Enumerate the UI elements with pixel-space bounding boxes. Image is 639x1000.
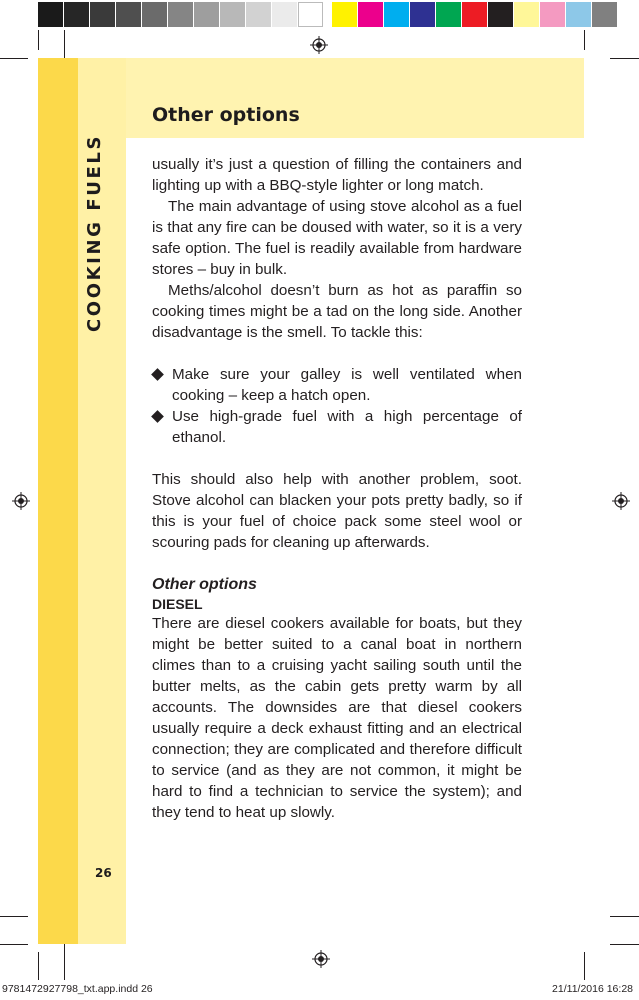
crop-mark xyxy=(584,30,585,50)
color-swatch xyxy=(592,2,617,27)
color-swatch xyxy=(566,2,591,27)
crop-mark xyxy=(0,58,28,59)
registration-mark-icon xyxy=(612,492,630,510)
paragraph: Meths/alcohol doesn’t burn as hot as paraffin so cooking times might be a tad on the long side. Another disadvantage is the smell. To tackle this: xyxy=(152,282,522,341)
gray-swatch xyxy=(64,2,89,27)
gray-swatch xyxy=(168,2,193,27)
paragraph: usually it’s just a question of filling the containers and lighting up with a BBQ-style lighter or long match. xyxy=(152,156,522,194)
diamond-bullet-icon xyxy=(151,368,164,381)
registration-mark-icon xyxy=(12,492,30,510)
list-item xyxy=(152,406,522,448)
list-item-text: Use high-grade fuel with a high percentage of ethanol. xyxy=(172,408,522,446)
bullet-list xyxy=(152,364,522,448)
gray-swatch xyxy=(298,2,323,27)
color-swatch xyxy=(332,2,357,27)
crop-mark xyxy=(610,916,639,917)
gray-swatch xyxy=(116,2,141,27)
color-swatch xyxy=(514,2,539,27)
color-calibration-bar xyxy=(38,2,618,27)
crop-mark xyxy=(38,952,39,980)
section-subheading: DIESEL xyxy=(152,596,203,612)
crop-mark xyxy=(584,952,585,980)
gray-swatch xyxy=(246,2,271,27)
crop-mark xyxy=(610,58,639,59)
gray-swatch xyxy=(38,2,63,27)
header-band xyxy=(126,58,584,138)
registration-mark-icon xyxy=(312,950,330,968)
diamond-bullet-icon xyxy=(151,410,164,423)
color-swatch xyxy=(410,2,435,27)
paragraph: The main advantage of using stove alcohol as a fuel is that any fire can be doused with water, so it is a very safe option. The fuel is readily available from hardware stores – buy in bulk. xyxy=(152,198,522,278)
paragraph: This should also help with another problem, soot. Stove alcohol can blacken your pots pretty badly, so if this is your fuel of choice pack some steel wool or scouring pads for cleaning up afterwards. xyxy=(152,471,522,551)
gray-swatch xyxy=(272,2,297,27)
gray-swatch xyxy=(194,2,219,27)
color-swatch xyxy=(540,2,565,27)
footer-timestamp: 21/11/2016 16:28 xyxy=(552,983,633,995)
body-text xyxy=(152,154,522,823)
list-item-text: Make sure your galley is well ventilated when cooking – keep a hatch open. xyxy=(172,366,522,404)
crop-mark xyxy=(64,944,65,980)
crop-mark xyxy=(38,30,39,50)
color-swatch xyxy=(384,2,409,27)
registration-mark-icon xyxy=(310,36,328,54)
crop-mark xyxy=(0,916,28,917)
gray-swatch xyxy=(142,2,167,27)
footer-filename: 9781472927798_txt.app.indd 26 xyxy=(2,983,153,995)
gray-swatch xyxy=(220,2,245,27)
color-swatch xyxy=(488,2,513,27)
chapter-side-label: COOKING FUELS xyxy=(84,133,105,332)
gray-swatch xyxy=(90,2,115,27)
color-swatch xyxy=(436,2,461,27)
color-swatch xyxy=(358,2,383,27)
crop-mark xyxy=(64,30,65,58)
page-number: 26 xyxy=(95,866,112,880)
list-item xyxy=(152,364,522,406)
crop-mark xyxy=(0,944,28,945)
page-title: Other options xyxy=(152,104,300,126)
paragraph: There are diesel cookers available for boats, but they might be better suited to a canal boat in northern climes than to a cruising yacht sailing south until the butter melts, as the cabin gets pretty warm by all accounts. The downsides are that diesel cookers usually require a deck exhaust fitting and an electrical connection; they are complicated and therefore difficult to service (and as they are not common, it might be hard to find a technician to service the system); and they tend to heat up slowly. xyxy=(152,615,522,821)
side-stripe-dark xyxy=(38,58,78,944)
section-heading: Other options xyxy=(152,576,257,593)
color-swatch xyxy=(462,2,487,27)
crop-mark xyxy=(610,944,639,945)
